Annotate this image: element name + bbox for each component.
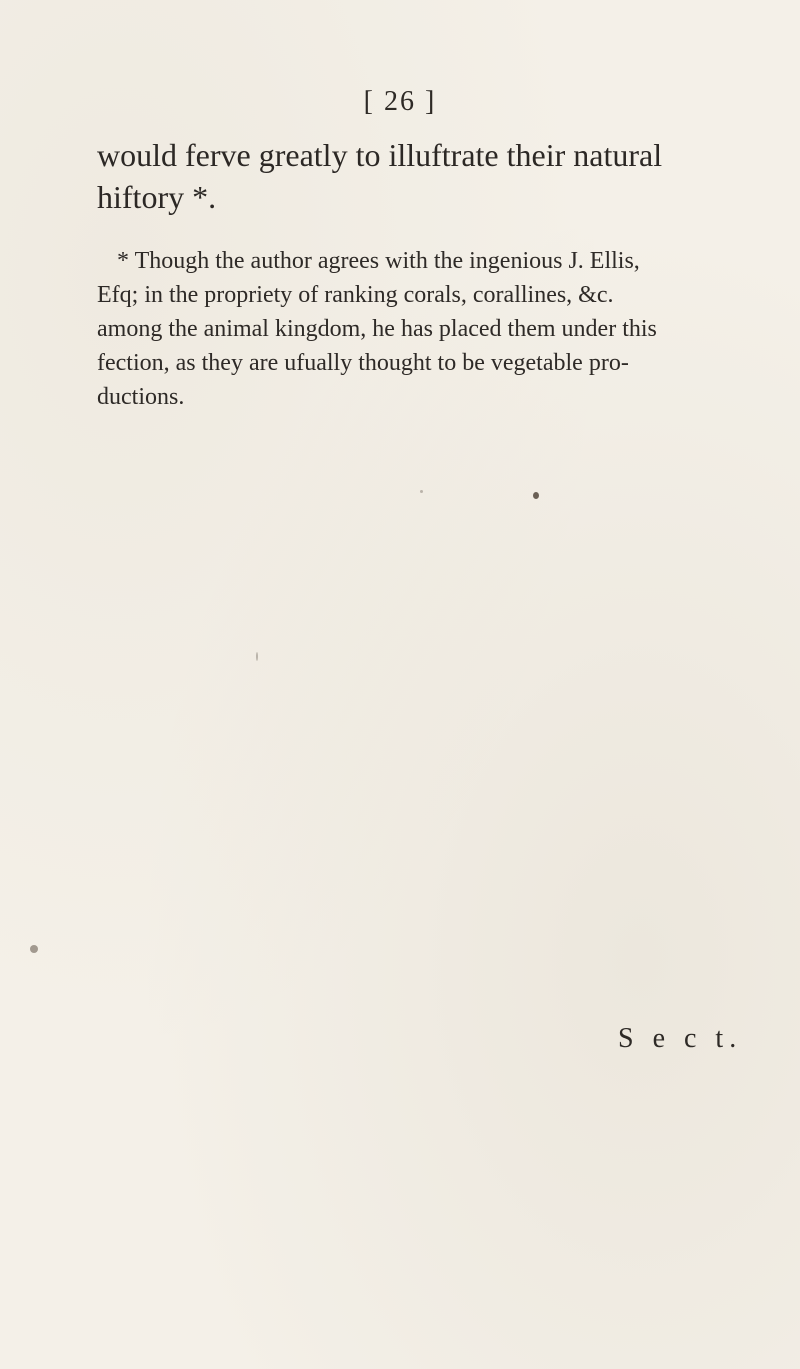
main-text [97,134,717,218]
footnote-line-2: Efq; in the propriety of ranking corals, corallines, &c. [97,282,614,308]
catchword [618,1023,742,1055]
page-number: [ 26 ] [363,86,437,117]
page-number-header [0,86,800,118]
paper-speck [420,490,423,493]
body-line-2: hiftory *. [97,179,217,215]
footnote-line-5: ductions. [97,384,185,410]
footnote-line-4: fection, as they are ufually thought to be vegetable pro- [97,350,629,376]
paper-speck [256,652,258,661]
catchword-text: S e c t. [618,1023,743,1054]
paper-speck [533,492,539,499]
footnote-line-3: among the animal kingdom, he has placed them under this [97,316,657,342]
footnote-line-1: * Though the author agrees with the ingenious J. Ellis, [117,248,640,274]
paper-speck [30,945,38,953]
body-line-1: would ferve greatly to illuftrate their natural [97,137,663,173]
footnote [97,244,707,414]
